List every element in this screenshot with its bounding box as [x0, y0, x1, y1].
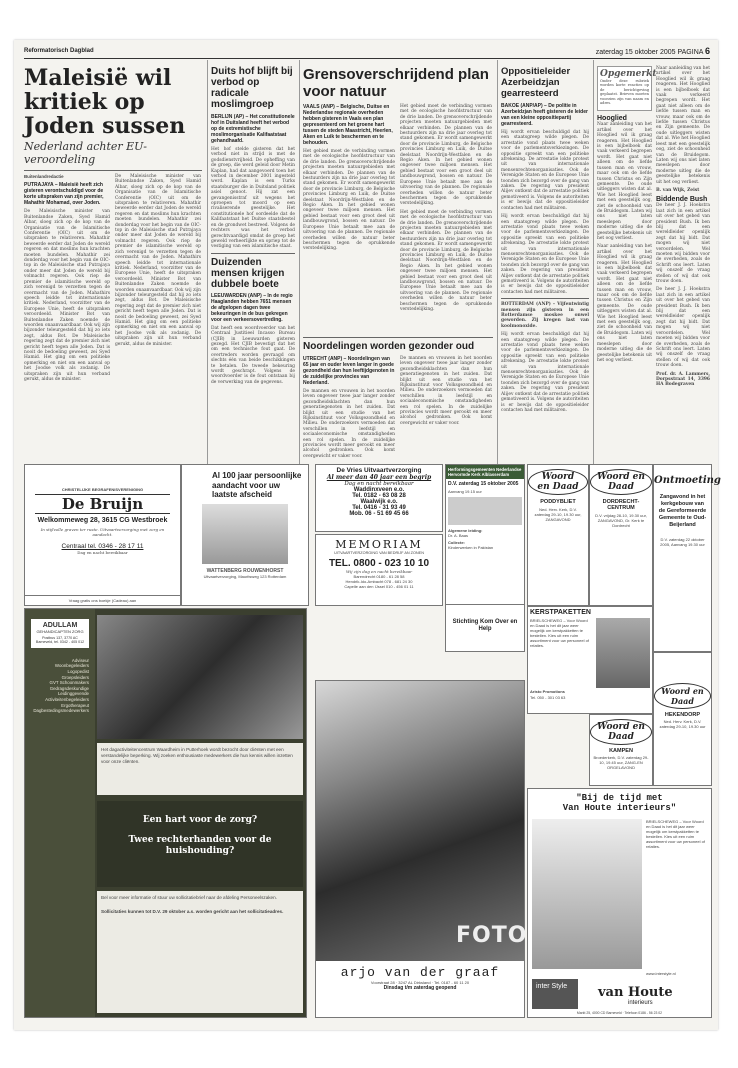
memoriam-logo: MEMORIAM: [335, 538, 423, 551]
sub-article-title: Noordelingen worden gezonder oud: [303, 341, 475, 352]
ontmoeting-logo: Ontmoeting: [654, 475, 721, 486]
letter-body-cont: Naar aanleiding van het artikel over het Hooglied wil ik graag reageren. Het Hooglied is een bijbelboek dat vaak verkeerd begrepen wordt. Het gaat niet alleen om de liefde tussen man en vrouw, maar ook om de liefde tussen Christus en Zijn gemeente. De oude uitleggers wisten dat al. Wie het Hooglied leest met een geestelijk oog, ziet de schoonheid van de Bruidegom. Laten wij ons niet laten meeslepen door moderne uitleg die de geestelijke betekenis uit het oog verliest.: [656, 66, 710, 185]
job-list: Adviseur Woonbegeleiders Logopedist Groepsleiders GVT Schoonmakers Gedragsdeskundige Leidinggevende Activiteitenbegeleiders Ergotherapeut Dagbestedingsmedewerkers: [33, 657, 89, 714]
building-image: [202, 504, 288, 564]
gift-basket-image: [596, 618, 650, 688]
interstyle-logo: inter Style: [532, 979, 578, 1009]
ad-adullam: ADULLAM GEHANDICAPTEN ZORG Postbus 137, 3770 AC Barneveld, tel. 0342 - 405 012 Adviseur Woonbegeleiders Logopedist Groepsleiders GVT Schoonmakers Gedragsdeskundige Leidinggevende Activiteitenbegeleiders Ergotherapeut Dagbestedingsmedewerkers Het dagactiviteitencentrum Waardheim in Putterhoek wordt bezocht door cliënten met een verstandelijke beperking. Wij zoeken enthousiaste medewerkers die hun kennis willen inzetten voor onze cliënten. Een hart voor de zorg? Twee rechterhanden voor de huishouding? Bel voor meer informatie of stuur uw sollicitatiebrief naar de afdeling Personeelszaken. Sollicitaties kunnen tot D.V. 29 oktober a.s. worden gericht aan het sollicitatieadres.: [24, 608, 307, 1018]
article-body: Hij wordt ervan beschuldigd dat hij een staatsgreep wilde plegen. De arrestatie vond plaats twee weken voor de parlementsverkiezingen. De oppositie spreekt van een politieke afrekening. De arrestatie lokte protest uit van internationale mensenrechtenorganisaties. Ook de Verenigde Staten en de Europese Unie toonden zich bezorgd over de gang van zaken. De regering van president Alijev ontkent dat de arrestatie politiek gemotiveerd is. Volgens de autoriteiten is er bewijs dat de oppositieleider contacten had met militairen.: [501, 130, 589, 211]
article-nature-plan: Grensoverschrijdend plan voor natuur VAALS (ANP) – Belgische, Duitse en Nederlandse regionale overheden hebben gisteren in Vaals een plan gepresenteerd om het groene hart tussen de steden Maastricht, Heerlen, Aken en Luik te beschermen en te behouden. Het gebied moet de verbinding vormen met de ecologische hoofdstructuur van de drie landen. De grensoverschrijdende projecten moeten natuurgebieden met elkaar verbinden. De plannen van de bestuurders zijn na drie jaar overleg tot stand gekomen. Er wordt samengewerkt door de provincie Limburg, de Belgische provincies Limburg en Luik, de Duitse deelstaat Noordrijn-Westfalen en de Regio Aken. In het gebied wonen ongeveer twee miljoen mensen. Het gebied bestaat voor een groot deel uit landbouwgrond, bossen en natuur. De Europese Unie betaalt mee aan de uitvoering van de plannen. De regionale overheden willen de natuur beter beschermen tegen de oprukkende verstedelijking. Het gebied moet de verbinding vormen met de ecologische hoofdstructuur van de drie landen. De grensoverschrijdende projecten moeten natuurgebieden met elkaar verbinden. De plannen van de bestuurders zijn na drie jaar overleg tot stand gekomen. Er wordt samengewerkt door de provincie Limburg, de Belgische provincies Limburg en Luik, de Duitse deelstaat Noordrijn-Westfalen en de Regio Aken. In het gebied wonen ongeveer twee miljoen mensen. Het gebied bestaat voor een groot deel uit landbouwgrond, bossen en natuur. De Europese Unie betaalt mee aan de uitvoering van de plannen. De regionale overheden willen de natuur beter beschermen tegen de oprukkende verstedelijking. Het gebied moet de verbinding vormen met de ecologische hoofdstructuur van de drie landen. De grensoverschrijdende projecten moeten natuurgebieden met elkaar verbinden. De plannen van de bestuurders zijn na drie jaar overleg tot stand gekomen. Er wordt samengewerkt door de provincie Limburg, de Belgische provincies Limburg en Luik, de Duitse deelstaat Noordrijn-Westfalen en de Regio Aken. In het gebied wonen ongeveer twee miljoen mensen. Het gebied bestaat voor een groot deel uit landbouwgrond, bossen en natuur. De Europese Unie betaalt mee aan de uitvoering van de plannen. De regionale overheden willen de natuur beter beschermen tegen de oprukkende verstedelijking. Noordelingen worden gezonder oud UTRECHT (ANP) – Noordelingen van 65 jaar en ouder leven langer in goede gezondheid dan hun leeftijdgenoten in de zuidelijke provincies van Nederland. De mannen en vrouwen in het noorden leven ongeveer twee jaar langer zonder gezondheidsklachten dan hun generatiegenoten in het zuiden. Dat blijkt uit een studie van het Rijksinstituut voor Volksgezondheid en Milieu. De onderzoekers vermoeden dat verschillen in leefstijl en sociaaleconomische omstandigheden een rol spelen. In de zuidelijke provincies wordt meer gerookt en meer alcohol gedronken. Ook komt overgewicht er vaker voor. De mannen en vrouwen in het noorden leven ongeveer twee jaar langer zonder gezondheidsklachten dan hun generatiegenoten in het zuiden. Dat blijkt uit een studie van het Rijksinstituut voor Volksgezondheid en Milieu. De onderzoekers vermoeden dat verschillen in leefstijl en sociaaleconomische omstandigheden een rol spelen. In de zuidelijke provincies wordt meer gerookt en meer alcohol gedronken. Ook komt overgewicht er vaker voor.: [303, 66, 492, 459]
article-body: Het gebied moet de verbinding vormen met de ecologische hoofdstructuur van de drie landen. De grensoverschrijdende projecten moeten natuurgebieden met elkaar verbinden. De plannen van de bestuurders zijn na drie jaar overleg tot stand gekomen. Er wordt samengewerkt door de provincie Limburg, de Belgische provincies Limburg en Luik, de Duitse deelstaat Noordrijn-Westfalen en de Regio Aken. In het gebied wonen ongeveer twee miljoen mensen. Het gebied bestaat voor een groot deel uit landbouwgrond, bossen en natuur. De Europese Unie betaalt mee aan de uitvoering van de plannen. De regionale overheden willen de natuur beter beschermen tegen de oprukkende verstedelijking.: [303, 149, 395, 252]
letter-title: Hooglied: [597, 115, 627, 123]
section-intro: Onder deze rubriek worden korte reacties op de berichtgeving geplaatst. Brieven moeten voorzien zijn van naam en adres.: [600, 79, 649, 106]
letter-title: Biddende Bush: [656, 196, 708, 204]
article-lead: PUTRAJAYA – Maleisië heeft zich gisteren verontschuldigd voor de korte uitspraken van zijn premier, Mahathir Mohamad, over Joden.: [24, 182, 104, 207]
letter-signature: B. van Wijk, Zeist: [656, 187, 700, 193]
newspaper-page: [14, 40, 721, 1030]
sub-article-body: De mannen en vrouwen in het noorden leven ongeveer twee jaar langer zonder gezondheidsklachten dan hun generatiegenoten in het zuiden. Dat blijkt uit een studie van het Rijksinstituut voor Volksgezondheid en Milieu. De onderzoekers vermoeden dat verschillen in leefstijl en sociaaleconomische omstandigheden een rol spelen. In de zuidelijke provincies wordt meer gerookt en meer alcohol gedronken. Ook komt overgewicht er vaker voor.: [303, 389, 395, 459]
article-subtitle: Nederland achter EU-veroordeling: [24, 140, 147, 166]
interior-photo: [532, 819, 642, 969]
article-body: De Maleisische minister van Buitenlandse Zaken, Syed Hamid Albar, sloeg zich op de kop van de Organisatie van de Islamitische Conferentie (OIC) uit om de uitspraken te relativeren. Mahathir beweerde eerder dat Joden de wereld regeren en dat moslims hun krachten moeten bundelen. Mahathir zei donderdag voor het begin van de OIC-top in de Maleisische stad Putrajaya onder meer dat Joden de wereld bij volmacht regeren. Ook riep de premier de islamitische wereld op zich verenigd te verzetten tegen de overmacht van de Joden. Mahathirs speech leidde tot internationale kritiek. Nederland, voorzitter van de Europese Unie, heeft de uitspraken veroordeeld. Minister Bot van Buitenlandse Zaken noemde de woorden onaanvaardbaar. Ook wij zijn bijzonder teleurgesteld dat hij zo iets zegt, aldus Bot. De Maleisische regering zegt dat de premier zich niet gericht heeft tegen alle Joden. Dat is nooit de bedoeling geweest, zei Syed Hamid. Het ging om een politieke opmerking en niet om een aanval op het Joodse volk als zodanig. De uitspraken zijn uit hun verband gerukt, aldus de minister.: [24, 209, 110, 382]
sub-article-lead: LEEUWARDEN (ANP) – In de regio Haaglanden hebben 7651 mensen de afgelopen dagen twee bekeuringen in de bus gekregen voor een verkeersovertreding.: [211, 292, 293, 323]
website-link[interactable]: www.interstyle.nl: [646, 971, 676, 976]
ad-woord-daad-dordrecht: Woord en Daad DORDRECHT-CENTRUM D.V. vrijdag 28-10, 19.30 uur, ZANGAVOND, Gr. Kerk te Dordrecht: [589, 464, 653, 606]
wedding-photo: [316, 681, 524, 961]
adullam-logo: ADULLAM: [42, 622, 78, 629]
sub-article-title: Duizenden mensen krijgen dubbele boete: [211, 256, 285, 290]
page-date-number: zaterdag 15 oktober 2005 PAGINA 6: [595, 46, 710, 56]
section-title: Opgemerkt: [600, 69, 657, 79]
ad-van-houte: "Bij de tijd met Van Houte interieurs" BRIELSCHEWEG – Voor Woord en Daad is het dit jaar weer mogelijk om kerstpakketten te bestellen. Kies uit een ruim assortiment voor uw personeel of relaties. www.interstyle.nl inter Style van Houte interieurs Markt 25, 4000 CD Barneveld · Telefoon 0186 - 56 23 02: [527, 788, 712, 1018]
ad-woord-daad-kampen: Woord en Daad KAMPEN Broederkerk, D.V. zaterdag 29-10, 19.45 uur, ZANG-EN ORGELAVOND: [589, 714, 653, 786]
ad-ontmoeting: Ontmoeting Zangavond in het kerkgebouw van de Gereformeerde Gemeente te Oud-Beijerland D.V. zaterdag 22 oktober 2005, Aanvang 19.30 uur: [653, 464, 712, 652]
arjo-logo: arjo van der graaf: [340, 965, 500, 980]
letters-column: Opgemerkt Onder deze rubriek worden korte reacties op de berichtgeving geplaatst. Brieven moeten voorzien zijn van naam en adres. Hooglied Naar aanleiding van het artikel over het Hooglied wil ik graag reageren. Het Hooglied is een bijbelboek dat vaak verkeerd begrepen wordt. Het gaat niet alleen om de liefde tussen man en vrouw, maar ook om de liefde tussen Christus en Zijn gemeente. De oude uitleggers wisten dat al. Wie het Hooglied leest met een geestelijk oog, ziet de schoonheid van de Bruidegom. Laten wij ons niet laten meeslepen door moderne uitleg die de geestelijke betekenis uit het oog verliest. Naar aanleiding van het artikel over het Hooglied wil ik graag reageren. Het Hooglied is een bijbelboek dat vaak verkeerd begrepen wordt. Het gaat niet alleen om de liefde tussen man en vrouw, maar ook om de liefde tussen Christus en Zijn gemeente. De oude uitleggers wisten dat al. Wie het Hooglied leest met een geestelijk oog, ziet de schoonheid van de Bruidegom. Laten wij ons niet laten meeslepen door moderne uitleg die de geestelijke betekenis uit het oog verliest. Naar aanleiding van het artikel over het Hooglied wil ik graag reageren. Het Hooglied is een bijbelboek dat vaak verkeerd begrepen wordt. Het gaat niet alleen om de liefde tussen man en vrouw, maar ook om de liefde tussen Christus en Zijn gemeente. De oude uitleggers wisten dat al. Wie het Hooglied leest met een geestelijk oog, ziet de schoonheid van de Bruidegom. Laten wij ons niet laten meeslepen door moderne uitleg die de geestelijke betekenis uit het oog verliest. B. van Wijk, Zeist Biddende Bush De heer J. J. Hoekstra laat zich in een artikel uit over het gebed van president Bush. Ik ben blij dat een wereldleider openlijk zegt dat hij bidt. Dat mogen wij niet veroordelen. Wel moeten wij bidden voor de overheden, zoals de Schrift ons leert. Laten wij onszelf de vraag stellen of wij dat ook trouw doen. De heer J. J. Hoekstra laat zich in een artikel uit over het gebed van president Bush. Ik ben blij dat een wereldleider openlijk zegt dat hij bidt. Dat mogen wij niet veroordelen. Wel moeten wij bidden voor de overheden, zoals de Schrift ons leert. Laten wij onszelf de vraag stellen of wij dat ook trouw doen. Prof. dr. A. Lammers, Dorpsstraat 14, 3396 HA Bodegraven: [597, 66, 710, 388]
article-lead: BERLIJN (AP) – Het constitutionele hof in Duitsland heeft het verbod op de extremistische moslimorganisatie Kalifaatstaat gehandhaafd.: [211, 114, 295, 144]
ad-de-bruijn: CHRISTELIJKE BEGRAFENISVERENIGING De Bruijn Welkommeweg 28, 3615 CG Westbroek In stijlvolle graven ter ruste. Uitvaartverzorging met zorg en aandacht. Centraal tel. 0346 - 28 17 11 Dag en nacht bereikbaar Vraag gratis ons boekje (Cadeau) aan: [24, 464, 181, 606]
ad-kom-over-en-help: Stichting Kom Over en Help: [445, 604, 525, 652]
ad-logo: De Bruijn: [35, 494, 170, 514]
ad-kerstpakketten: KERSTPAKETTEN BRIELSCHEWEG – Voor Woord en Daad is het dit jaar weer mogelijk om kerstpakketten te bestellen. Kies uit een ruim assortiment voor uw personeel of relaties. Aristo Promotions Tel. 050 - 301 03 63: [527, 606, 653, 714]
letter-signature: Prof. dr. A. Lammers, Dorpsstraat 14, 3396 HA Bodegraven: [656, 371, 710, 388]
paper-name: Reformatorisch Dagblad: [24, 48, 94, 54]
byline: Buitenlandredactie: [24, 174, 64, 179]
news-brief: ROTTERDAM (ANP) – Vijfentwintig mensen zijn gisteren in een Rotterdamse moskee onwel geworden. Zij kregen last van koolmonoxide.: [501, 302, 589, 329]
ad-memoriam: MEMORIAM UITVAARTVERZORGING VAN BEDRIJF AN ZONEN TEL. 0800 - 023 10 10 Wij zijn dag en nacht bereikbaar Barendrecht 0180 - 61 28 58 Hendrik-Ido-Ambacht 078 - 681 24 30 Capelle aan den IJssel 010 - 456 01 11: [315, 534, 443, 606]
ad-zangavond-alblasserdam: Herformingsgemeenten Nederlandse Hervormde Kerk Alblasserdam D.V. zaterdag 15 oktober 2005 Aanvang 19.15 uur Algemene leiding: Dr. A. Baas Collecte: Kinderwerken in Pakistan: [445, 464, 525, 606]
sub-article-lead: UTRECHT (ANP) – Noordelingen van 65 jaar en ouder leven langer in goede gezondheid dan hun leeftijdgenoten in de zuidelijke provincies van Nederland.: [303, 356, 395, 386]
ad-woord-daad-hekendorp: Woord en Daad HEKENDORP Ned. Herv. Kerk, D.V. zaterdag 29-10, 19.30 uur: [653, 652, 712, 786]
article-azerbaijan: Oppositieleider Azerbeidzjan gearresteerd BAKOE (ANP/AP) – De politie in Azerbeidzjan heeft gisteren de leider van een kleine oppositiepartij gearresteerd. Hij wordt ervan beschuldigd dat hij een staatsgreep wilde plegen. De arrestatie vond plaats twee weken voor de parlementsverkiezingen. De oppositie spreekt van een politieke afrekening. De arrestatie lokte protest uit van internationale mensenrechtenorganisaties. Ook de Verenigde Staten en de Europese Unie toonden zich bezorgd over de gang van zaken. De regering van president Alijev ontkent dat de arrestatie politiek gemotiveerd is. Volgens de autoriteiten is er bewijs dat de oppositieleider contacten had met militairen. Hij wordt ervan beschuldigd dat hij een staatsgreep wilde plegen. De arrestatie vond plaats twee weken voor de parlementsverkiezingen. De oppositie spreekt van een politieke afrekening. De arrestatie lokte protest uit van internationale mensenrechtenorganisaties. Ook de Verenigde Staten en de Europese Unie toonden zich bezorgd over de gang van zaken. De regering van president Alijev ontkent dat de arrestatie politiek gemotiveerd is. Volgens de autoriteiten is er bewijs dat de oppositieleider contacten had met militairen. ROTTERDAM (ANP) – Vijfentwintig mensen zijn gisteren in een Rotterdamse moskee onwel geworden. Zij kregen last van koolmonoxide. Hij wordt ervan beschuldigd dat hij een staatsgreep wilde plegen. De arrestatie vond plaats twee weken voor de parlementsverkiezingen. De oppositie spreekt van een politieke afrekening. De arrestatie lokte protest uit van internationale mensenrechtenorganisaties. Ook de Verenigde Staten en de Europese Unie toonden zich bezorgd over de gang van zaken. De regering van president Alijev ontkent dat de arrestatie politiek gemotiveerd is. Volgens de autoriteiten is er bewijs dat de oppositieleider contacten had met militairen.: [501, 66, 589, 413]
article-malaysia: [24, 66, 202, 474]
letter-body: De heer J. J. Hoekstra laat zich in een artikel uit over het gebed van president Bush. Ik ben blij dat een wereldleider openlijk zegt dat hij bidt. Dat mogen wij niet veroordelen. Wel moeten wij bidden voor de overheden, zoals de Schrift ons leert. Laten wij onszelf de vraag stellen of wij dat ook trouw doen.: [656, 203, 710, 285]
ad-de-vries: De Vries Uitvaartverzorging Al meer dan 40 jaar een begrip Dag en nacht bereikbaar Waddinxveen e.o. Tel. 0182 - 63 08 28 Waalwijk e.o. Tel. 0416 - 31 93 49 Mob. 06 - 51 69 45 66: [315, 464, 443, 532]
page-header: [24, 46, 710, 59]
ad-arjo-van-der-graaf: FOTO arjo van der graaf Voorstraat 28 · 3247 AL Dirksland · Tel. 0187 - 60 11 20 Dinsdag t/m zaterdag geopend: [315, 680, 525, 1018]
article-title: Grensoverschrijdend plan voor natuur: [303, 66, 489, 100]
woord-daad-logo: Woord en Daad: [528, 469, 588, 495]
sub-article-body: Dat heeft een woordvoerder van het Centraal Justitieel Incasso Bureau (CJIB) in Leeuwarden gisteren gezegd. Het CJIB bevestigt dat het om een technische fout gaat. De overtreders worden gevraagd om slechts één van beide beschikkingen te betalen. De tweede bekeuring wordt geschrapt. Volgens de woordvoerder is de fout ontstaan bij de verwerking van de gegevens.: [211, 325, 295, 385]
van-houte-logo: van Houte: [598, 985, 673, 1000]
article-body-cont: Het gebied moet de verbinding vormen met de ecologische hoofdstructuur van de drie landen. De grensoverschrijdende projecten moeten natuurgebieden met elkaar verbinden. De plannen van de bestuurders zijn na drie jaar overleg tot stand gekomen. Er wordt samengewerkt door de provincie Limburg, de Belgische provincies Limburg en Luik, de Duitse deelstaat Noordrijn-Westfalen en de Regio Aken. In het gebied wonen ongeveer twee miljoen mensen. Het gebied bestaat voor een groot deel uit landbouwgrond, bossen en natuur. De Europese Unie betaalt mee aan de uitvoering van de plannen. De regionale overheden willen de natuur beter beschermen tegen de oprukkende verstedelijking.: [400, 104, 492, 207]
article-title: Oppositieleider Azerbeidzjan gearresteerd: [501, 66, 571, 99]
letter-body: Naar aanleiding van het artikel over het Hooglied wil ik graag reageren. Het Hooglied is een bijbelboek dat vaak verkeerd begrepen wordt. Het gaat niet alleen om de liefde tussen man en vrouw, maar ook om de liefde tussen Christus en Zijn gemeente. De oude uitleggers wisten dat al. Wie het Hooglied leest met een geestelijk oog, ziet de schoonheid van de Bruidegom. Laten wij ons niet laten meeslepen door moderne uitleg die de geestelijke betekenis uit het oog verliest.: [597, 122, 652, 241]
article-lead: VAALS (ANP) – Belgische, Duitse en Nederlandse regionale overheden hebben gisteren in Vaals een plan gepresenteerd om het groene hart tussen de steden Maastricht, Heerlen, Aken en Luik te beschermen en te behouden.: [303, 104, 393, 146]
ad-rouwenhorst: Al 100 jaar persoonlijke aandacht voor uw laatste afscheid WATTENBERG ROUWENHORST Uitvaartverzorging, Mauritsweg 123 Rotterdam: [181, 464, 309, 606]
article-title: Maleisië wil kritiek op Joden sussen: [24, 65, 186, 139]
article-german-court: [211, 66, 295, 474]
program-list: [448, 497, 522, 525]
ad-woord-daad-poddybliet: Woord en Daad PODDYBLIET Ned. Herv. Kerk, D.V. zaterdag 29-10, 19.30 uur, ZANGAVOND: [527, 464, 589, 606]
article-lead: BAKOE (ANP/AP) – De politie in Azerbeidzjan heeft gisteren de leider van een kleine oppositiepartij gearresteerd.: [501, 103, 588, 127]
article-body-cont: De Maleisische minister van Buitenlandse Zaken, Syed Hamid Albar, sloeg zich op de kop van de Organisatie van de Islamitische Conferentie (OIC) uit om de uitspraken te relativeren. Mahathir beweerde eerder dat Joden de wereld regeren en dat moslims hun krachten moeten bundelen. Mahathir zei donderdag voor het begin van de OIC-top in de Maleisische stad Putrajaya onder meer dat Joden de wereld bij volmacht regeren. Ook riep de premier de islamitische wereld op zich verenigd te verzetten tegen de overmacht van de Joden. Mahathirs speech leidde tot internationale kritiek. Nederland, voorzitter van de Europese Unie, heeft de uitspraken veroordeeld. Minister Bot van Buitenlandse Zaken noemde de woorden onaanvaardbaar. Ook wij zijn bijzonder teleurgesteld dat hij zo iets zegt, aldus Bot. De Maleisische regering zegt dat de premier zich niet gericht heeft tegen alle Joden. Dat is nooit de bedoeling geweest, zei Syed Hamid. Het ging om een politieke opmerking en niet om een aanval op het Joodse volk als zodanig. De uitspraken zijn uit hun verband gerukt, aldus de minister.: [115, 174, 201, 347]
photo-workers: [97, 615, 303, 739]
article-title: Duits hof blijft bij verbod op radicale moslimgroep: [211, 66, 293, 110]
article-body: Het hof stelde gisteren dat het verbod niet in strijd is met de godsdienstvrijheid. De opheffing van de groep, die werd geleid door Metin Kaplan, had dat aangevoerd toen het verbod in december 2001 ingesteld werd. Kaplan is een Turks staatsburger die in Duitsland politiek asiel genoot. Hij zat een gevangenisstraf uit wegens het oproepen tot moord op een rivaliserende geestelijke. Het constitutionele hof oordeelde dat de Kalifaatstaat het Duitse staatsbestel en de grondwet bestreed. Volgens de rechters was het verbod gerechtvaardigd omdat de groep het geweld verheerlijkte en opriep tot de vestiging van een islamitische staat.: [211, 147, 295, 250]
